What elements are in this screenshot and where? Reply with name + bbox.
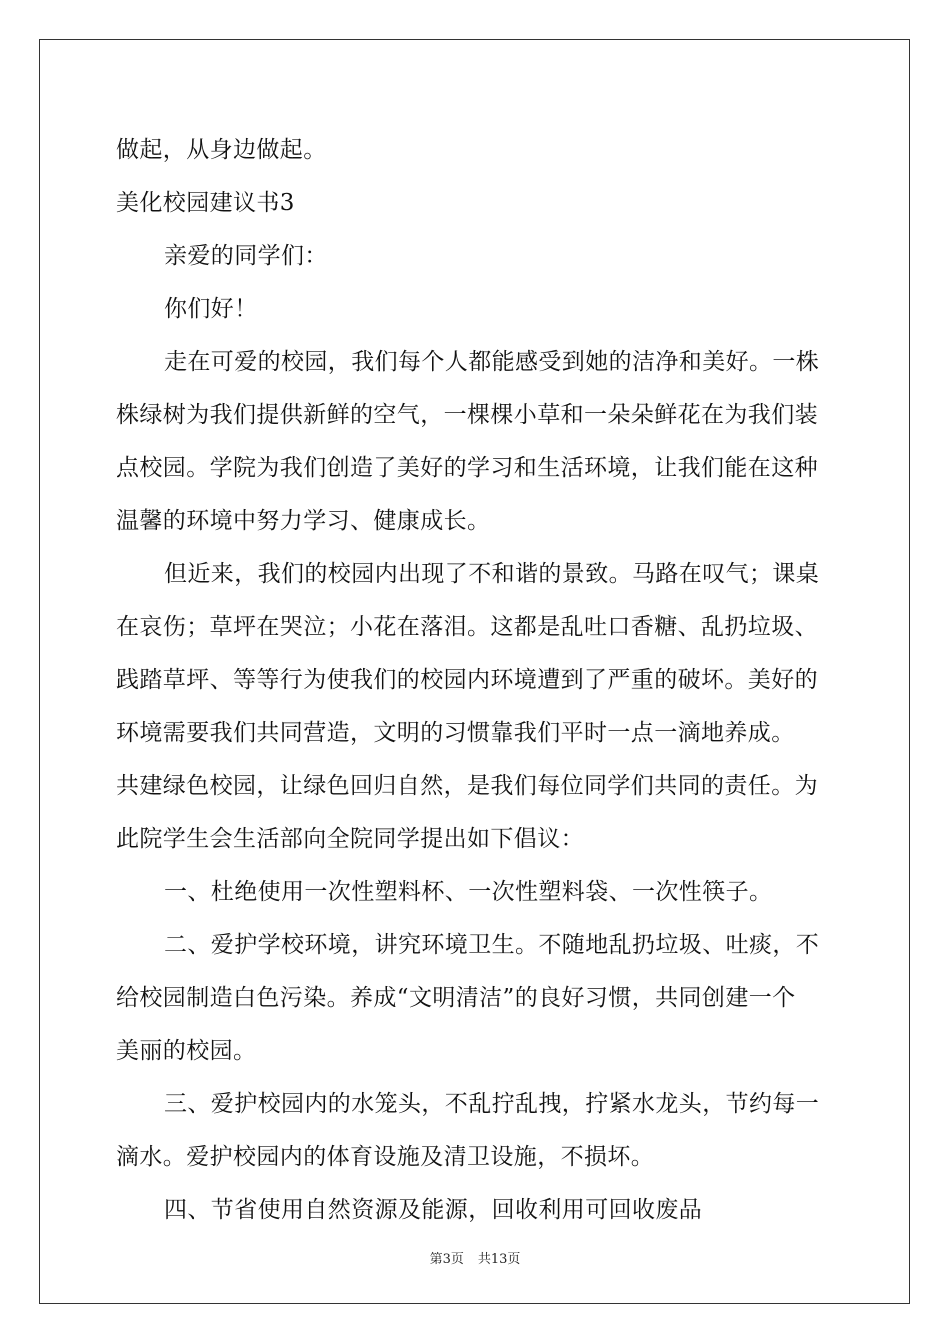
text-line: 亲爱的同学们： (164, 243, 328, 269)
text-line: 株绿树为我们提供新鲜的空气，一棵棵小草和一朵朵鲜花在为我们装 (116, 402, 818, 428)
page-total: 共13页 (477, 1252, 521, 1267)
text-line: 一、杜绝使用一次性塑料杯、一次性塑料袋、一次性筷子。 (164, 879, 773, 905)
text-line: 践踏草坪、等等行为使我们的校园内环境遭到了严重的破坏。美好的 (116, 667, 818, 693)
document-body (116, 124, 836, 1237)
text-line: 做起，从身边做起。 (116, 137, 327, 163)
text-line: 美丽的校园。 (116, 1038, 257, 1064)
text-line: 走在可爱的校园，我们每个人都能感受到她的洁净和美好。一株 (164, 349, 820, 375)
text-line: 滴水。爱护校园内的体育设施及清卫设施，不损坏。 (116, 1144, 655, 1170)
text-line: 给校园制造白色污染。养成“文明清洁”的良好习惯，共同创建一个 (116, 985, 796, 1011)
text-line: 三、爱护校园内的水笼头，不乱拧乱拽，拧紧水龙头，节约每一 (164, 1091, 820, 1117)
text-line: 美化校园建议书3 (116, 190, 295, 216)
text-line: 二、爱护学校环境，讲究环境卫生。不随地乱扔垃圾、吐痰，不 (164, 932, 820, 958)
text-line: 四、节省使用自然资源及能源，回收利用可回收废品 (164, 1197, 703, 1223)
text-line: 点校园。学院为我们创造了美好的学习和生活环境，让我们能在这种 (116, 455, 818, 481)
page-footer (0, 1248, 950, 1267)
text-line: 此院学生会生活部向全院同学提出如下倡议： (116, 826, 584, 852)
text-line: 在哀伤；草坪在哭泣；小花在落泪。这都是乱吐口香糖、乱扔垃圾、 (116, 614, 818, 640)
page-number: 第3页 (429, 1252, 464, 1267)
text-line: 温馨的环境中努力学习、健康成长。 (116, 508, 491, 534)
text-line: 但近来，我们的校园内出现了不和谐的景致。马路在叹气；课桌 (164, 561, 820, 587)
text-line: 环境需要我们共同营造，文明的习惯靠我们平时一点一滴地养成。 (116, 720, 795, 746)
text-line: 你们好！ (164, 296, 258, 322)
text-line: 共建绿色校园，让绿色回归自然，是我们每位同学们共同的责任。为 (116, 773, 818, 799)
